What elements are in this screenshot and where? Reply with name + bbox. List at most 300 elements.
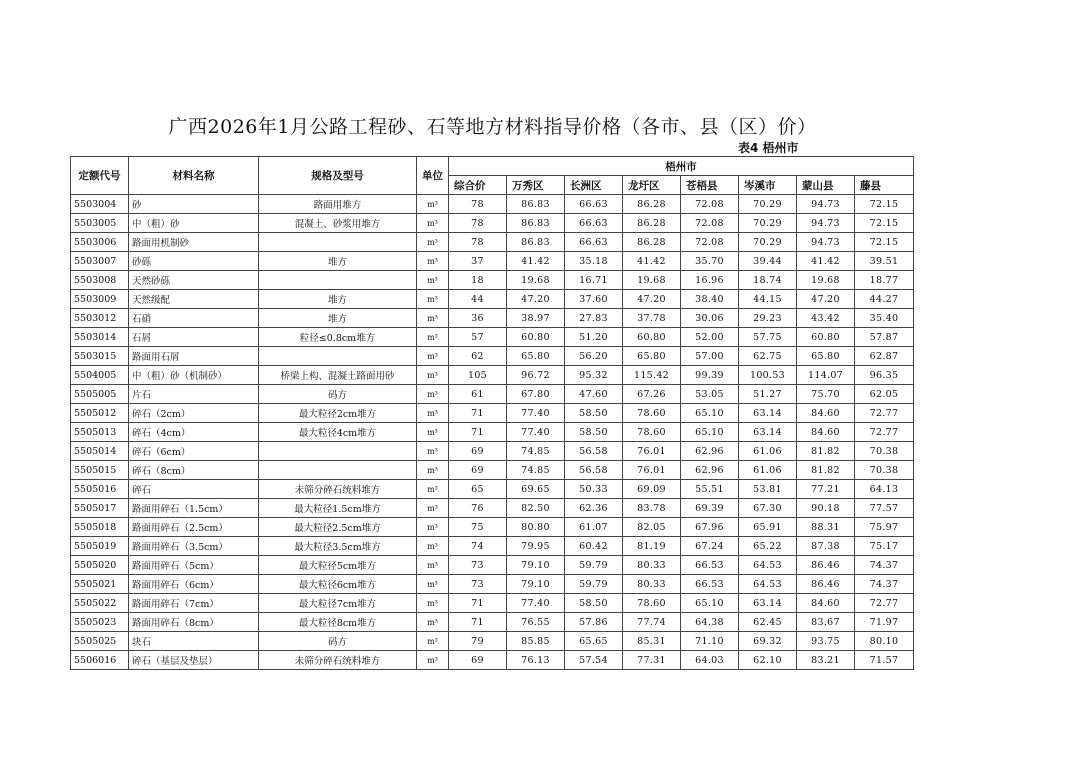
- cell-price: 78.60: [623, 404, 681, 423]
- cell-material-name: 路面用碎石（3.5cm）: [129, 537, 259, 556]
- cell-spec: 粒径≤0.8cm堆方: [259, 328, 417, 347]
- cell-price: 62.36: [565, 499, 623, 518]
- cell-code: 5505023: [71, 613, 129, 632]
- cell-price: 74.37: [855, 575, 914, 594]
- cell-material-name: 天然级配: [129, 290, 259, 309]
- col-header-unit: 单位: [417, 157, 449, 195]
- cell-price: 67.96: [681, 518, 739, 537]
- cell-price: 61.07: [565, 518, 623, 537]
- cell-price: 53.05: [681, 385, 739, 404]
- cell-price: 39.51: [855, 252, 914, 271]
- cell-price: 74.37: [855, 556, 914, 575]
- cell-unit: m³: [417, 613, 449, 632]
- cell-code: 5505019: [71, 537, 129, 556]
- cell-price: 62.05: [855, 385, 914, 404]
- cell-price: 76.01: [623, 461, 681, 480]
- cell-price: 47.60: [565, 385, 623, 404]
- cell-spec: 最大粒径1.5cm堆方: [259, 499, 417, 518]
- cell-price: 60.80: [797, 328, 855, 347]
- cell-price: 62.45: [739, 613, 797, 632]
- cell-price: 71: [449, 423, 507, 442]
- cell-price: 77.40: [507, 423, 565, 442]
- cell-price: 65.10: [681, 423, 739, 442]
- cell-material-name: 砂砾: [129, 252, 259, 271]
- cell-price: 75.17: [855, 537, 914, 556]
- cell-spec: [259, 347, 417, 366]
- cell-material-name: 碎石（4cm）: [129, 423, 259, 442]
- cell-price: 35.70: [681, 252, 739, 271]
- cell-unit: m³: [417, 366, 449, 385]
- cell-code: 5503009: [71, 290, 129, 309]
- cell-price: 56.58: [565, 461, 623, 480]
- cell-price: 52.00: [681, 328, 739, 347]
- col-header-code: 定额代号: [71, 157, 129, 195]
- cell-price: 57.87: [855, 328, 914, 347]
- cell-unit: m³: [417, 252, 449, 271]
- cell-code: 5505014: [71, 442, 129, 461]
- table-row: [71, 233, 914, 252]
- cell-material-name: 路面用碎石（1.5cm）: [129, 499, 259, 518]
- cell-price: 76.01: [623, 442, 681, 461]
- cell-unit: m³: [417, 233, 449, 252]
- cell-price: 37: [449, 252, 507, 271]
- cell-code: 5503014: [71, 328, 129, 347]
- cell-unit: m³: [417, 271, 449, 290]
- cell-spec: 堆方: [259, 252, 417, 271]
- cell-price: 83.67: [797, 613, 855, 632]
- cell-spec: 最大粒径8cm堆方: [259, 613, 417, 632]
- cell-code: 5503007: [71, 252, 129, 271]
- cell-price: 94.73: [797, 233, 855, 252]
- table-row: [71, 404, 914, 423]
- cell-price: 78.60: [623, 594, 681, 613]
- cell-unit: m³: [417, 290, 449, 309]
- cell-price: 61.06: [739, 442, 797, 461]
- cell-price: 62.75: [739, 347, 797, 366]
- cell-price: 78.60: [623, 423, 681, 442]
- table-row: [71, 290, 914, 309]
- cell-price: 64.03: [681, 651, 739, 670]
- cell-code: 5505012: [71, 404, 129, 423]
- table-row: [71, 499, 914, 518]
- cell-price: 63.14: [739, 404, 797, 423]
- cell-price: 69: [449, 651, 507, 670]
- cell-material-name: 路面用机制砂: [129, 233, 259, 252]
- cell-price: 57: [449, 328, 507, 347]
- cell-price: 71.57: [855, 651, 914, 670]
- cell-price: 56.58: [565, 442, 623, 461]
- table-row: [71, 366, 914, 385]
- table-row: [71, 651, 914, 670]
- cell-price: 62.87: [855, 347, 914, 366]
- cell-price: 75: [449, 518, 507, 537]
- cell-code: 5505005: [71, 385, 129, 404]
- cell-code: 5505016: [71, 480, 129, 499]
- cell-price: 77.40: [507, 404, 565, 423]
- cell-price: 18: [449, 271, 507, 290]
- cell-price: 87.38: [797, 537, 855, 556]
- cell-price: 71.10: [681, 632, 739, 651]
- cell-material-name: 石硝: [129, 309, 259, 328]
- cell-price: 36: [449, 309, 507, 328]
- table-row: [71, 613, 914, 632]
- cell-code: 5505025: [71, 632, 129, 651]
- cell-unit: m³: [417, 195, 449, 214]
- cell-price: 86.28: [623, 233, 681, 252]
- cell-price: 44.15: [739, 290, 797, 309]
- cell-spec: 未筛分碎石统料堆方: [259, 480, 417, 499]
- cell-price: 64.53: [739, 575, 797, 594]
- cell-price: 18.77: [855, 271, 914, 290]
- cell-price: 57.86: [565, 613, 623, 632]
- cell-price: 72.77: [855, 404, 914, 423]
- cell-unit: m³: [417, 214, 449, 233]
- cell-price: 70.29: [739, 214, 797, 233]
- cell-price: 69: [449, 442, 507, 461]
- cell-price: 70.38: [855, 442, 914, 461]
- cell-material-name: 中（粗）砂: [129, 214, 259, 233]
- cell-material-name: 路面用碎石（5cm）: [129, 556, 259, 575]
- cell-price: 39.44: [739, 252, 797, 271]
- cell-price: 74: [449, 537, 507, 556]
- cell-price: 41.42: [797, 252, 855, 271]
- col-header-district: 岑溪市: [739, 176, 797, 195]
- cell-price: 84.60: [797, 423, 855, 442]
- cell-spec: [259, 271, 417, 290]
- cell-price: 84.60: [797, 404, 855, 423]
- cell-code: 5503015: [71, 347, 129, 366]
- cell-price: 19.68: [507, 271, 565, 290]
- cell-price: 84.60: [797, 594, 855, 613]
- cell-price: 65.80: [797, 347, 855, 366]
- cell-price: 71: [449, 613, 507, 632]
- cell-price: 60.80: [623, 328, 681, 347]
- cell-price: 59.79: [565, 556, 623, 575]
- table-row: [71, 328, 914, 347]
- cell-price: 69.32: [739, 632, 797, 651]
- cell-price: 16.71: [565, 271, 623, 290]
- cell-price: 58.50: [565, 423, 623, 442]
- cell-spec: 最大粒径4cm堆方: [259, 423, 417, 442]
- cell-code: 5505022: [71, 594, 129, 613]
- cell-spec: 堆方: [259, 290, 417, 309]
- cell-price: 59.79: [565, 575, 623, 594]
- cell-unit: m³: [417, 404, 449, 423]
- cell-material-name: 路面用碎石（8cm）: [129, 613, 259, 632]
- cell-price: 93.75: [797, 632, 855, 651]
- cell-spec: 最大粒径2cm堆方: [259, 404, 417, 423]
- cell-price: 60.42: [565, 537, 623, 556]
- header-row: [71, 157, 914, 176]
- cell-price: 80.33: [623, 556, 681, 575]
- cell-price: 30.06: [681, 309, 739, 328]
- cell-price: 76: [449, 499, 507, 518]
- cell-code: 5505013: [71, 423, 129, 442]
- table-row: [71, 252, 914, 271]
- cell-price: 77.57: [855, 499, 914, 518]
- cell-unit: m³: [417, 556, 449, 575]
- cell-price: 57.00: [681, 347, 739, 366]
- cell-price: 66.63: [565, 195, 623, 214]
- cell-material-name: 路面用碎石（7cm）: [129, 594, 259, 613]
- cell-unit: m³: [417, 461, 449, 480]
- cell-price: 85.31: [623, 632, 681, 651]
- cell-price: 69.39: [681, 499, 739, 518]
- cell-price: 16.96: [681, 271, 739, 290]
- cell-price: 94.73: [797, 195, 855, 214]
- cell-price: 61: [449, 385, 507, 404]
- table-row: [71, 385, 914, 404]
- cell-spec: [259, 461, 417, 480]
- cell-price: 47.20: [797, 290, 855, 309]
- cell-price: 86.28: [623, 195, 681, 214]
- cell-price: 81.82: [797, 442, 855, 461]
- cell-price: 19.68: [623, 271, 681, 290]
- cell-price: 61.06: [739, 461, 797, 480]
- col-header-district: 万秀区: [507, 176, 565, 195]
- cell-unit: m³: [417, 632, 449, 651]
- cell-price: 72.08: [681, 214, 739, 233]
- cell-price: 86.83: [507, 233, 565, 252]
- col-header-district: 藤县: [855, 176, 914, 195]
- cell-code: 5503004: [71, 195, 129, 214]
- table-row: [71, 632, 914, 651]
- cell-material-name: 碎石（2cm）: [129, 404, 259, 423]
- cell-price: 86.46: [797, 575, 855, 594]
- cell-material-name: 路面用碎石（2.5cm）: [129, 518, 259, 537]
- cell-spec: 最大粒径3.5cm堆方: [259, 537, 417, 556]
- cell-price: 74.85: [507, 442, 565, 461]
- price-table: [70, 156, 914, 670]
- cell-material-name: 砂: [129, 195, 259, 214]
- cell-price: 82.50: [507, 499, 565, 518]
- cell-price: 90.18: [797, 499, 855, 518]
- cell-price: 115.42: [623, 366, 681, 385]
- cell-price: 44: [449, 290, 507, 309]
- cell-spec: 最大粒径6cm堆方: [259, 575, 417, 594]
- cell-material-name: 碎石（基层及垫层）: [129, 651, 259, 670]
- cell-price: 65.91: [739, 518, 797, 537]
- cell-price: 67.80: [507, 385, 565, 404]
- cell-price: 57.54: [565, 651, 623, 670]
- cell-price: 66.63: [565, 214, 623, 233]
- cell-price: 77.31: [623, 651, 681, 670]
- table-row: [71, 594, 914, 613]
- cell-price: 41.42: [623, 252, 681, 271]
- table-body: [71, 195, 914, 670]
- col-header-district: 蒙山县: [797, 176, 855, 195]
- cell-unit: m³: [417, 499, 449, 518]
- cell-price: 62.96: [681, 442, 739, 461]
- cell-spec: 码方: [259, 385, 417, 404]
- table-row: [71, 537, 914, 556]
- cell-price: 72.15: [855, 233, 914, 252]
- cell-price: 71: [449, 594, 507, 613]
- cell-unit: m³: [417, 518, 449, 537]
- cell-price: 41.42: [507, 252, 565, 271]
- cell-price: 94.73: [797, 214, 855, 233]
- cell-price: 62: [449, 347, 507, 366]
- cell-price: 72.77: [855, 594, 914, 613]
- cell-unit: m³: [417, 442, 449, 461]
- cell-code: 5503006: [71, 233, 129, 252]
- cell-price: 55.51: [681, 480, 739, 499]
- cell-price: 37.78: [623, 309, 681, 328]
- cell-price: 51.20: [565, 328, 623, 347]
- cell-price: 80.80: [507, 518, 565, 537]
- cell-price: 72.15: [855, 195, 914, 214]
- cell-code: 5503012: [71, 309, 129, 328]
- cell-price: 83.78: [623, 499, 681, 518]
- table-row: [71, 556, 914, 575]
- cell-material-name: 路面用石屑: [129, 347, 259, 366]
- cell-price: 80.10: [855, 632, 914, 651]
- cell-spec: 桥梁上构、混凝土路面用砂: [259, 366, 417, 385]
- cell-price: 95.32: [565, 366, 623, 385]
- cell-price: 65.80: [507, 347, 565, 366]
- cell-spec: 最大粒径5cm堆方: [259, 556, 417, 575]
- cell-price: 81.19: [623, 537, 681, 556]
- cell-price: 19.68: [797, 271, 855, 290]
- cell-material-name: 碎石: [129, 480, 259, 499]
- cell-price: 81.82: [797, 461, 855, 480]
- cell-price: 65.22: [739, 537, 797, 556]
- cell-price: 53.81: [739, 480, 797, 499]
- col-header-district: 长洲区: [565, 176, 623, 195]
- cell-price: 67.24: [681, 537, 739, 556]
- table-row: [71, 518, 914, 537]
- table-row: [71, 195, 914, 214]
- cell-price: 82.05: [623, 518, 681, 537]
- cell-price: 58.50: [565, 594, 623, 613]
- cell-unit: m³: [417, 575, 449, 594]
- cell-price: 69.65: [507, 480, 565, 499]
- cell-unit: m³: [417, 385, 449, 404]
- cell-price: 65.65: [565, 632, 623, 651]
- cell-unit: m³: [417, 328, 449, 347]
- cell-unit: m³: [417, 423, 449, 442]
- cell-price: 85.85: [507, 632, 565, 651]
- cell-price: 66.53: [681, 556, 739, 575]
- cell-unit: m³: [417, 651, 449, 670]
- cell-price: 76.13: [507, 651, 565, 670]
- cell-price: 77.21: [797, 480, 855, 499]
- cell-spec: 最大粒径2.5cm堆方: [259, 518, 417, 537]
- cell-price: 100.53: [739, 366, 797, 385]
- cell-price: 64.13: [855, 480, 914, 499]
- cell-price: 62.10: [739, 651, 797, 670]
- cell-price: 96.35: [855, 366, 914, 385]
- cell-price: 56.20: [565, 347, 623, 366]
- cell-price: 86.46: [797, 556, 855, 575]
- cell-material-name: 天然砂砾: [129, 271, 259, 290]
- cell-price: 50.33: [565, 480, 623, 499]
- cell-price: 18.74: [739, 271, 797, 290]
- cell-price: 58.50: [565, 404, 623, 423]
- cell-price: 65.10: [681, 594, 739, 613]
- cell-material-name: 碎石（6cm）: [129, 442, 259, 461]
- cell-spec: 最大粒径7cm堆方: [259, 594, 417, 613]
- cell-price: 65.80: [623, 347, 681, 366]
- cell-code: 5505015: [71, 461, 129, 480]
- cell-spec: 未筛分碎石统料堆方: [259, 651, 417, 670]
- cell-code: 5505021: [71, 575, 129, 594]
- cell-price: 69: [449, 461, 507, 480]
- cell-price: 27.83: [565, 309, 623, 328]
- cell-material-name: 中（粗）砂（机制砂）: [129, 366, 259, 385]
- cell-price: 78: [449, 214, 507, 233]
- table-row: [71, 575, 914, 594]
- cell-price: 60.80: [507, 328, 565, 347]
- col-header-district: 综合价: [449, 176, 507, 195]
- cell-material-name: 片石: [129, 385, 259, 404]
- col-header-district: 龙圩区: [623, 176, 681, 195]
- table-tag: 表4 梧州市: [738, 141, 799, 155]
- cell-price: 79.10: [507, 575, 565, 594]
- cell-price: 78: [449, 195, 507, 214]
- cell-price: 35.40: [855, 309, 914, 328]
- cell-price: 75.97: [855, 518, 914, 537]
- cell-unit: m³: [417, 480, 449, 499]
- cell-price: 47.20: [507, 290, 565, 309]
- cell-price: 71: [449, 404, 507, 423]
- cell-price: 66.53: [681, 575, 739, 594]
- cell-price: 73: [449, 556, 507, 575]
- cell-spec: 码方: [259, 632, 417, 651]
- cell-unit: m³: [417, 347, 449, 366]
- cell-price: 62.96: [681, 461, 739, 480]
- cell-price: 67.30: [739, 499, 797, 518]
- cell-price: 71.97: [855, 613, 914, 632]
- cell-price: 63.14: [739, 594, 797, 613]
- cell-price: 70.29: [739, 233, 797, 252]
- table-row: [71, 423, 914, 442]
- cell-price: 79.10: [507, 556, 565, 575]
- cell-price: 72.08: [681, 233, 739, 252]
- cell-price: 73: [449, 575, 507, 594]
- cell-price: 47.20: [623, 290, 681, 309]
- cell-price: 29.23: [739, 309, 797, 328]
- cell-code: 5505018: [71, 518, 129, 537]
- cell-spec: [259, 442, 417, 461]
- page-title: 广西2026年1月公路工程砂、石等地方材料指导价格（各市、县（区）价）: [168, 116, 817, 138]
- cell-spec: [259, 233, 417, 252]
- cell-price: 66.63: [565, 233, 623, 252]
- col-header-district: 苍梧县: [681, 176, 739, 195]
- cell-material-name: 路面用碎石（6cm）: [129, 575, 259, 594]
- cell-material-name: 碎石（8cm）: [129, 461, 259, 480]
- cell-price: 99.39: [681, 366, 739, 385]
- cell-price: 51.27: [739, 385, 797, 404]
- cell-unit: m³: [417, 594, 449, 613]
- cell-code: 5503008: [71, 271, 129, 290]
- cell-price: 44.27: [855, 290, 914, 309]
- cell-price: 79: [449, 632, 507, 651]
- cell-price: 37.60: [565, 290, 623, 309]
- cell-price: 76.55: [507, 613, 565, 632]
- cell-price: 83.21: [797, 651, 855, 670]
- cell-price: 70.29: [739, 195, 797, 214]
- cell-price: 96.72: [507, 366, 565, 385]
- cell-price: 43.42: [797, 309, 855, 328]
- cell-code: 5504005: [71, 366, 129, 385]
- cell-price: 65: [449, 480, 507, 499]
- cell-price: 64.38: [681, 613, 739, 632]
- cell-code: 5503005: [71, 214, 129, 233]
- cell-price: 57.75: [739, 328, 797, 347]
- cell-spec: 堆方: [259, 309, 417, 328]
- cell-spec: 混凝土、砂浆用堆方: [259, 214, 417, 233]
